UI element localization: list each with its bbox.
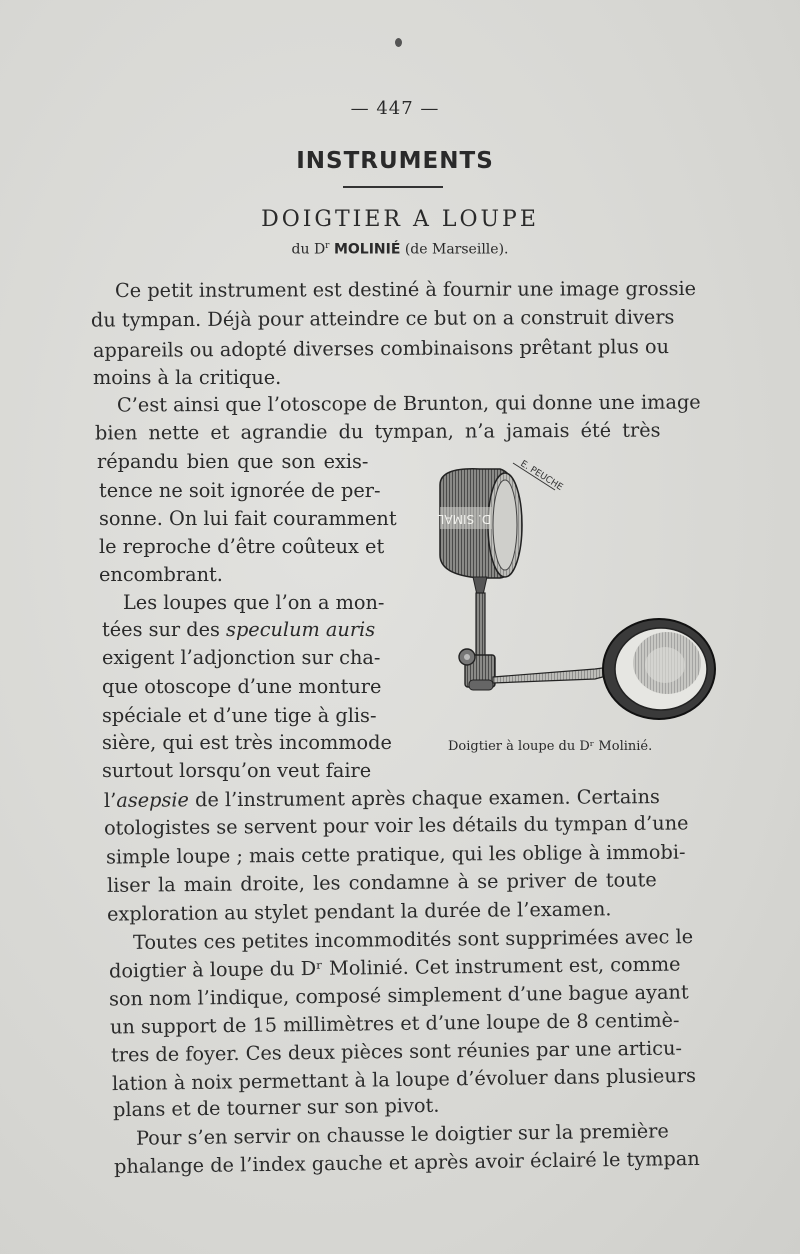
text-segment: tées sur des <box>102 618 220 641</box>
text-line: spéciale et d’une tige à glis- <box>102 704 377 727</box>
text-line: du tympan. Déjà pour atteindre ce but on a construit divers <box>90 305 675 332</box>
text-line: bien nette et agrandie du tympan, n’a jamais été très <box>94 418 661 445</box>
text-line: que otoscope d’une monture <box>102 675 382 698</box>
text-line: tence ne soit ignorée de per- <box>99 479 381 502</box>
text-segment: l’ <box>103 788 117 812</box>
text-line: otologistes se servent pour voir les détails du tympan d’une <box>103 811 689 840</box>
text-line: Pour s’en servir on chausse le doigtier sur la première <box>135 1119 669 1150</box>
ink-dot <box>395 38 402 47</box>
text-line: lation à noix permettant à la loupe d’évoluer dans plusieurs <box>111 1063 697 1096</box>
author-sup: r <box>325 241 330 251</box>
loupe-arm <box>493 667 610 683</box>
text-line: son nom l’indique, composé simplement d’une bague ayant <box>108 980 689 1011</box>
page-number: — 447 — <box>350 98 440 119</box>
author-name: MOLINIÉ <box>333 241 401 258</box>
text-line: sière, qui est très incommode <box>102 731 392 754</box>
text-line: appareils ou adopté diverses combinaisons prêtant plus ou <box>92 334 670 363</box>
text-segment: de l’instrument après chaque examen. Certains <box>194 785 660 812</box>
text-line: liser la main droite, les condamne à se priver de toute <box>106 868 657 897</box>
text-line: répandu bien que son exis- <box>97 450 369 473</box>
text-line: un support de 15 millimètres et d’une loupe de 8 centimè- <box>109 1008 680 1039</box>
text-line <box>104 787 660 810</box>
ring-engraving: D. SIMAL <box>437 512 491 526</box>
finger-ring <box>437 469 522 578</box>
text-line: Ce petit instrument est destiné à fournir une image grossie <box>114 276 697 303</box>
article-author <box>0 241 800 258</box>
magnifier-lens <box>603 619 715 719</box>
support-stem <box>473 577 487 663</box>
text-line: doigtier à loupe du Dʳ Molinié. Cet instrument est, comme <box>108 952 681 983</box>
text-line: exploration au stylet pendant la durée de l’examen. <box>106 897 612 926</box>
text-line: tres de foyer. Ces deux pièces sont réunies par une articu- <box>110 1036 683 1067</box>
text-italic: speculum auris <box>226 618 376 641</box>
maker-name: E. PEUCHE <box>518 459 565 493</box>
text-italic: asepsie <box>116 788 190 812</box>
instrument-illustration <box>425 455 725 735</box>
maker-label <box>513 459 565 493</box>
ball-joint <box>459 649 495 690</box>
text-line: Les loupes que l’on a mon- <box>123 591 385 614</box>
figure-caption: Doigtier à loupe du Dʳ Molinié. <box>448 739 653 754</box>
text-line: C’est ainsi que l’otoscope de Brunton, qui donne une image <box>116 390 701 417</box>
text-line: simple loupe ; mais cette pratique, qui les oblige à immobi- <box>105 840 686 869</box>
text-line: Toutes ces petites incommodités sont supprimées avec le <box>132 925 694 954</box>
text-line: surtout lorsqu’on veut faire <box>102 759 372 782</box>
author-place: (de Marseille). <box>404 241 509 258</box>
text-line: encombrant. <box>99 563 223 586</box>
section-title: INSTRUMENTS <box>296 148 494 174</box>
article-title: DOIGTIER A LOUPE <box>261 207 539 232</box>
text-line: sonne. On lui fait couramment <box>99 507 397 530</box>
text-line <box>102 620 375 639</box>
author-prefix: du D <box>291 241 326 258</box>
title-rule <box>343 186 443 188</box>
text-line: plans et de tourner sur son pivot. <box>112 1093 440 1122</box>
text-line: exigent l’adjonction sur cha- <box>102 646 381 669</box>
text-line: le reproche d’être coûteux et <box>99 535 385 558</box>
text-line: phalange de l’index gauche et après avoir éclairé le tympan <box>113 1146 700 1179</box>
text-line: moins à la critique. <box>93 366 282 389</box>
